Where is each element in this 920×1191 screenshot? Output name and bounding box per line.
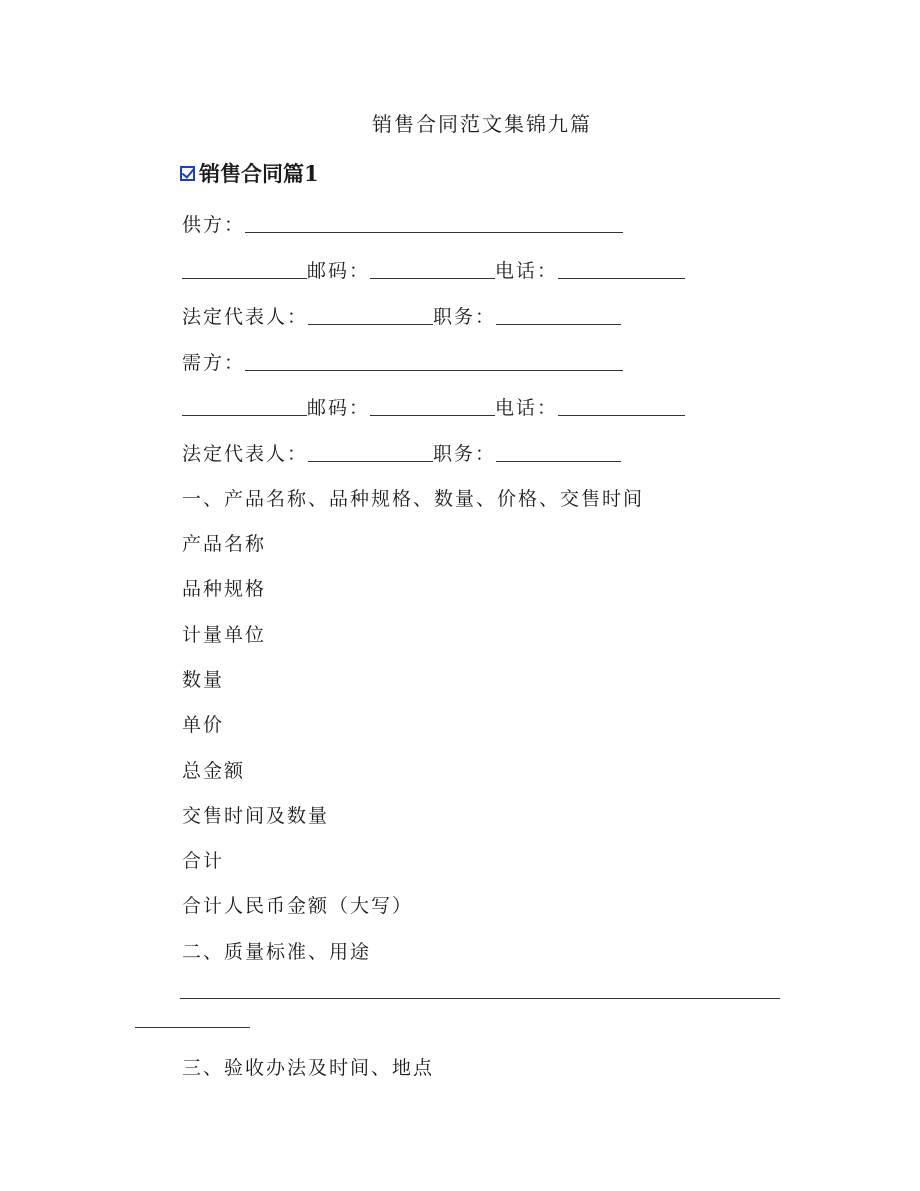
supplier-label: 供方： — [182, 214, 246, 236]
clause-2-blank-line-1 — [180, 998, 780, 999]
supplier-postcode-blank — [370, 277, 495, 279]
buyer-label: 需方： — [182, 352, 246, 374]
document-title: 销售合同范文集锦九篇 — [372, 112, 592, 136]
checkbox-checked-icon — [180, 166, 195, 181]
supplier-position-blank — [496, 323, 621, 325]
supplier-line — [182, 210, 623, 237]
item-unit-price: 单价 — [182, 714, 225, 736]
buyer-legal-rep-blank — [308, 460, 433, 462]
buyer-position-label: 职务： — [433, 443, 497, 465]
supplier-position-label: 职务： — [433, 306, 497, 328]
section-heading-text: 销售合同篇1 — [199, 161, 319, 186]
buyer-blank — [245, 369, 623, 371]
item-unit: 计量单位 — [182, 624, 267, 646]
supplier-legal-rep-blank — [308, 323, 433, 325]
supplier-blank — [245, 231, 623, 233]
supplier-postcode-label: 邮码： — [307, 260, 371, 282]
supplier-legal-rep-label: 法定代表人： — [182, 306, 309, 328]
buyer-contact-line — [182, 393, 685, 420]
supplier-legal-rep-line — [182, 302, 621, 329]
buyer-legal-rep-line — [182, 439, 621, 466]
buyer-phone-blank — [558, 414, 685, 416]
item-delivery-time: 交售时间及数量 — [182, 805, 330, 827]
clause-2-blank-line-2 — [135, 1027, 250, 1028]
item-spec: 品种规格 — [182, 578, 267, 600]
buyer-phone-label: 电话： — [495, 397, 559, 419]
supplier-contact-line — [182, 256, 685, 283]
supplier-address-blank — [182, 277, 307, 279]
item-total-rmb: 合计人民币金额（大写） — [182, 895, 414, 917]
item-subtotal: 合计 — [182, 850, 225, 872]
buyer-address-blank — [182, 414, 307, 416]
clause-2-title: 二、质量标准、用途 — [182, 941, 372, 963]
supplier-phone-label: 电话： — [495, 260, 559, 282]
buyer-postcode-blank — [370, 414, 495, 416]
clause-1-title: 一、产品名称、品种规格、数量、价格、交售时间 — [182, 488, 645, 510]
supplier-phone-blank — [558, 277, 685, 279]
item-total-amount: 总金额 — [182, 760, 246, 782]
clause-3-title: 三、验收办法及时间、地点 — [182, 1057, 435, 1079]
item-product-name: 产品名称 — [182, 533, 267, 555]
section-heading — [180, 158, 319, 188]
buyer-position-blank — [496, 460, 621, 462]
buyer-legal-rep-label: 法定代表人： — [182, 443, 309, 465]
item-quantity: 数量 — [182, 669, 225, 691]
buyer-postcode-label: 邮码： — [307, 397, 371, 419]
buyer-line — [182, 348, 623, 375]
